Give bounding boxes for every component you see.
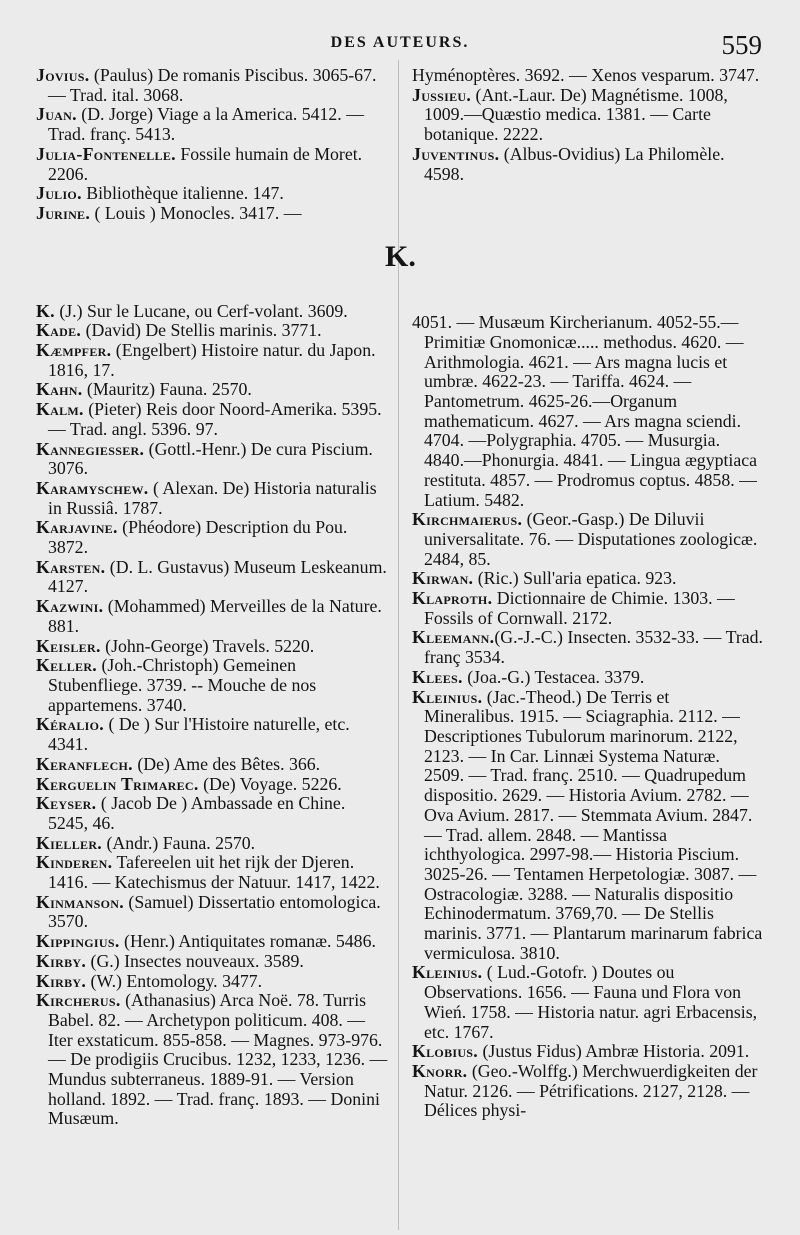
author-name: Keller.	[36, 655, 98, 676]
index-entry	[36, 834, 388, 854]
index-entry	[36, 853, 388, 892]
author-name: Kazwini.	[36, 596, 104, 617]
author-name: Klobius.	[412, 1041, 479, 1062]
entry-text: (Andr.) Fauna. 2570.	[102, 832, 256, 853]
index-entry	[36, 715, 388, 754]
entry-text: (John-George) Travels. 5220.	[100, 635, 315, 656]
entry-text: Dictionnaire de Chimie. 1303. — Fossils of Cornwall. 2172.	[424, 588, 735, 628]
author-name: Keranflech.	[36, 753, 133, 774]
author-name: Karamyschew.	[36, 477, 149, 498]
index-entry	[412, 1042, 764, 1062]
entry-text: ( Alexan. De) Historia naturalis in Russiâ. 1787.	[48, 477, 377, 518]
entry-text: (Pieter) Reis door Noord-Amerika. 5395. — Trad. angl. 5396. 97.	[48, 399, 382, 439]
right-entries-j	[412, 66, 764, 184]
index-entry	[36, 105, 388, 144]
page-number: 559	[721, 30, 762, 60]
index-entry	[36, 991, 388, 1129]
index-entry	[36, 972, 388, 992]
entry-text: ( Lud.-Gotofr. ) Doutes ou Observations. 1656. — Fauna und Flora von Wień. 1758. — Historia natur. agri Erbacensis, etc. 1767.	[424, 962, 758, 1042]
entry-text: (Justus Fidus) Ambræ Historia. 2091.	[478, 1041, 750, 1062]
index-entry	[36, 518, 388, 557]
left-column	[36, 66, 388, 1226]
author-name: Kahn.	[36, 379, 83, 400]
section-gap	[412, 184, 764, 313]
entry-text: (Geo.-Wolffg.) Merchwuerdigkeiten der Natur. 2126. — Pétrifications. 2127, 2128. — Délices physi-	[424, 1060, 758, 1121]
author-name: Karjavine.	[36, 517, 118, 538]
entry-text: (Henr.) Antiquitates romanæ. 5486.	[119, 931, 376, 952]
author-name: Karsten.	[36, 556, 106, 577]
index-entry	[412, 688, 764, 964]
index-entry	[36, 66, 388, 105]
index-entry	[36, 440, 388, 479]
author-name: Julia-Fontenelle.	[36, 143, 176, 164]
index-entry	[36, 755, 388, 775]
entry-text: (Phéodore) Description du Pou. 3872.	[48, 517, 348, 558]
author-name: Kirchmaierus.	[412, 509, 523, 530]
author-name: K.	[36, 300, 55, 321]
author-name: Keyser.	[36, 793, 97, 814]
index-entry	[412, 628, 764, 667]
index-entry	[36, 893, 388, 932]
author-name: Kirby.	[36, 970, 87, 991]
author-name: Kleinius.	[412, 962, 483, 983]
entry-text: Bibliothèque italienne. 147.	[81, 183, 284, 204]
author-name: Jovius.	[36, 66, 90, 85]
entry-text: (Engelbert) Histoire natur. du Japon. 1816, 17.	[48, 340, 376, 380]
index-entry	[412, 589, 764, 628]
entry-text: (De) Voyage. 5226.	[198, 773, 342, 794]
entry-text: (Athanasius) Arca Noë. 78. Turris Babel. 82. — Archetypon politicum. 408. — Iter exstaticum. 855-858. — Magnes. 973-976. — De prodigiis Crucibus. 1232, 1233, 1236. — Mundus subterraneus. 1889-91. — Version holland. 1892. — Trad. franç. 1893. — Donini Musæum.	[48, 990, 388, 1129]
index-entry	[412, 510, 764, 569]
index-entry	[36, 302, 388, 322]
entry-text: (G.-J.-C.) Insecten. 3532-33. — Trad. franç 3534.	[424, 627, 763, 668]
running-header	[0, 30, 800, 66]
section-letter: K.	[385, 240, 416, 273]
entry-text: (D. Jorge) Viage a la America. 5412. — Trad. franç. 5413.	[48, 104, 364, 145]
left-entries-k	[36, 302, 388, 1130]
entry-text: (Albus-Ovidius) La Philomèle. 4598.	[424, 143, 725, 184]
author-name: Kleinius.	[412, 686, 483, 707]
entry-text: (Joa.-G.) Testacea. 3379.	[462, 666, 645, 687]
author-name: Kircherus.	[36, 990, 121, 1011]
entry-text: (Geor.-Gasp.) De Diluvii universalitate. 76. — Disputationes zoologicæ. 2484, 85.	[424, 509, 758, 569]
entry-text: ( Jacob De ) Ambassade en Chine. 5245, 46.	[48, 793, 346, 833]
author-name: Jussieu.	[412, 84, 472, 105]
author-name: Kirwan.	[412, 568, 474, 589]
index-entry	[412, 145, 764, 184]
author-name: Kalm.	[36, 399, 84, 420]
entry-text: (G.) Insectes nouveaux. 3589.	[86, 950, 304, 971]
index-entry	[36, 794, 388, 833]
index-entry	[36, 184, 388, 204]
index-entry	[412, 668, 764, 688]
entry-text: (Joh.-Christoph) Gemeinen Stubenfliege. 3739. -- Mouche de nos appartemens. 3740.	[48, 655, 317, 715]
index-entry	[412, 66, 764, 86]
author-name: Juan.	[36, 104, 77, 125]
index-entry	[36, 932, 388, 952]
index-entry	[412, 86, 764, 145]
entry-text: (D. L. Gustavus) Museum Leskeanum. 4127.	[48, 556, 387, 597]
author-name: Kæmpfer.	[36, 340, 112, 361]
column-divider	[398, 60, 399, 1230]
author-name: Kannegiesser.	[36, 438, 145, 459]
entry-text: Tafereelen uit het rijk der Djeren. 1416. — Katechismus der Natuur. 1417, 1422.	[48, 852, 380, 893]
left-entries-j	[36, 66, 388, 224]
index-entry	[36, 656, 388, 715]
index-entry	[412, 1062, 764, 1121]
index-entry	[36, 479, 388, 518]
index-entry	[412, 313, 764, 510]
author-name: Juventinus.	[412, 143, 500, 164]
entry-text: (Mohammed) Merveilles de la Nature. 881.	[48, 596, 382, 636]
section-gap	[36, 224, 388, 302]
entry-text: (Paulus) De romanis Piscibus. 3065-67. — Trad. ital. 3068.	[48, 66, 377, 105]
author-name: Kerguelin Trimarec.	[36, 773, 199, 794]
entry-text: ( De ) Sur l'Histoire naturelle, etc. 4341.	[48, 714, 350, 755]
right-column	[412, 66, 764, 1226]
entry-text: Fossile humain de Moret. 2206.	[48, 143, 363, 184]
index-entry	[36, 637, 388, 657]
entry-text: (Gottl.-Henr.) De cura Piscium. 3076.	[48, 438, 373, 479]
entry-text: (J.) Sur le Lucane, ou Cerf-volant. 3609.	[54, 300, 348, 321]
entry-text: 4051. — Musæum Kircherianum. 4052-55.— Primitiæ Gnomonicæ..... methodus. 4620. — Arithmologia. 4621. — Ars magna lucis et umbræ. 4622-23. — Tariffa. 4624. — Pantometrum. 4625-26.—Organum mathematicum. 4627. — Ars magna sciendi. 4704. —Polygraphia. 4705. — Musurgia. 4840.—Phonurgia. 4841. — Lingua ægyptiaca restituta. 4857. — Prodromus coptus. 4858. — Latium. 5482.	[412, 312, 758, 510]
index-entry	[36, 952, 388, 972]
index-entry	[412, 963, 764, 1042]
author-name: Julio.	[36, 183, 82, 204]
index-entry	[36, 400, 388, 439]
header-title: DES AUTEURS.	[330, 34, 470, 51]
index-entry	[36, 775, 388, 795]
index-entry	[36, 321, 388, 341]
entry-text: (Jac.-Theod.) De Terris et Mineralibus. 1915. — Sciagraphia. 2112. — Descriptiones Tubulorum marinorum. 2122, 2123. — In Car. Linnæi Systema Naturæ. 2509. — Trad. franç. 2510. — Quadrupedum dispositio. 2629. — Historia Avium. 2782. — Ova Avium. 2817. — Stemmata Avium. 2847. — Trad. allem. 2848. — Mantissa ichthyologica. 2997-98.— Historia Piscium. 3025-26. — Tentamen Herpetologiæ. 3087. — Ostracologiæ. 3288. — Naturalis dispositio Echinodermatum. 3769,70. — De Stellis marinis. 3771. — Plantarum marinarum fabrica vermiculosa. 3810.	[424, 686, 763, 963]
entry-text: (W.) Entomology. 3477.	[86, 970, 263, 991]
index-entry	[36, 558, 388, 597]
index-entry	[36, 341, 388, 380]
author-name: Kinderen.	[36, 852, 113, 873]
index-entry	[36, 145, 388, 184]
author-name: Knorr.	[412, 1060, 468, 1081]
author-name: Klaproth.	[412, 588, 493, 609]
entry-text: (De) Ame des Bêtes. 366.	[132, 753, 321, 774]
index-entry	[36, 204, 388, 224]
right-entries-k	[412, 313, 764, 1121]
entry-text: (Samuel) Dissertatio entomologica. 3570.	[48, 891, 381, 932]
author-name: Kirby.	[36, 950, 87, 971]
author-name: Keisler.	[36, 635, 101, 656]
author-name: Kinmanson.	[36, 891, 124, 912]
index-entry	[36, 380, 388, 400]
entry-text: (Ric.) Sull'aria epatica. 923.	[473, 568, 677, 589]
author-name: Klees.	[412, 666, 463, 687]
entry-text: ( Louis ) Monocles. 3417. —	[90, 202, 302, 223]
author-name: Kippingius.	[36, 931, 120, 952]
index-entry	[412, 569, 764, 589]
author-name: Jurine.	[36, 202, 91, 223]
entry-text: (David) De Stellis marinis. 3771.	[81, 320, 322, 341]
author-name: Kade.	[36, 320, 82, 341]
author-name: Kéralio.	[36, 714, 105, 735]
entry-text: Hyménoptères. 3692. — Xenos vesparum. 3747.	[412, 66, 760, 85]
index-entry	[36, 597, 388, 636]
entry-text: (Mauritz) Fauna. 2570.	[82, 379, 252, 400]
author-name: Kieller.	[36, 832, 103, 853]
author-name: Kleemann.	[412, 627, 495, 648]
entry-text: (Ant.-Laur. De) Magnétisme. 1008, 1009.—Quæstio medica. 1381. — Carte botanique. 2222.	[424, 84, 728, 145]
